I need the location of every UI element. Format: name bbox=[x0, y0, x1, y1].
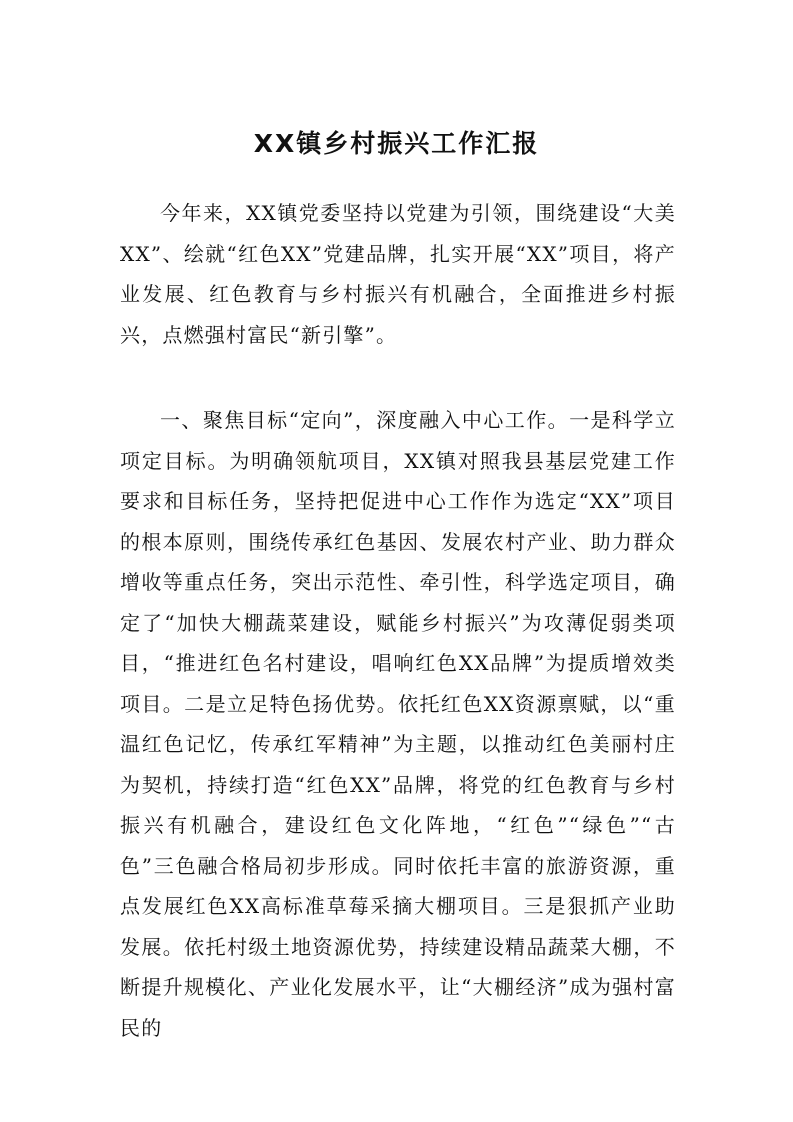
intro-paragraph: 今年来，XX镇党委坚持以党建为引领，围绕建设“大美XX”、绘就“红色XX”党建品牌，扎实开展“XX”项目，将产业发展、红色教育与乡村振兴有机融合，全面推进乡村振兴，点燃强村富民“新引擎”。 bbox=[120, 201, 676, 347]
document-title: XX镇乡村振兴工作汇报 bbox=[253, 129, 540, 158]
section-one-paragraph: 一、聚焦目标“定向”，深度融入中心工作。一是科学立项定目标。为明确领航项目，XX镇对照我县基层党建工作要求和目标任务，坚持把促进中心工作作为选定“XX”项目的根本原则，围绕传承红色基因、发展农村产业、助力群众增收等重点任务，突出示范性、牵引性，科学选定项目，确定了“加快大棚蔬菜建设，赋能乡村振兴”为攻薄促弱类项目，“推进红色名村建设，唱响红色XX品牌”为提质增效类项目。二是立足特色扬优势。依托红色XX资源禀赋，以“重温红色记忆，传承红军精神”为主题，以推动红色美丽村庄为契机，持续打造“红色XX”品牌，将党的红色教育与乡村振兴有机融合，建设红色文化阵地，“红色”“绿色”“古色”三色融合格局初步形成。同时依托丰富的旅游资源，重点发展红色XX高标准草莓采摘大棚项目。三是狠抓产业助发展。依托村级土地资源优势，持续建设精品蔬菜大棚，不断提升规模化、产业化发展水平，让“大棚经济”成为强村富民的 bbox=[120, 408, 676, 1040]
